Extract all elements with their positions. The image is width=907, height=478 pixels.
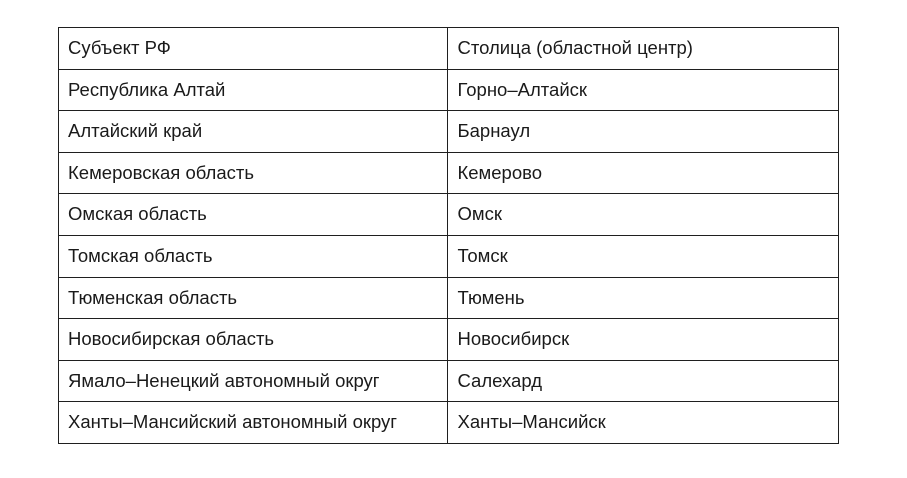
subject-cell: Алтайский край — [59, 111, 448, 153]
table-row — [59, 360, 839, 402]
capital-cell: Салехард — [448, 360, 839, 402]
capital-cell: Омск — [448, 194, 839, 236]
subject-cell: Тюменская область — [59, 277, 448, 319]
subject-cell: Ямало–Ненецкий автономный округ — [59, 360, 448, 402]
capital-cell: Томск — [448, 235, 839, 277]
subject-cell: Республика Алтай — [59, 69, 448, 111]
subject-cell: Омская область — [59, 194, 448, 236]
subject-cell: Кемеровская область — [59, 152, 448, 194]
table-row — [59, 319, 839, 361]
header-subject: Субъект РФ — [59, 28, 448, 70]
capital-cell: Кемерово — [448, 152, 839, 194]
capital-cell: Тюмень — [448, 277, 839, 319]
table-row — [59, 277, 839, 319]
capital-cell: Ханты–Мансийск — [448, 402, 839, 444]
table-row — [59, 235, 839, 277]
subject-cell: Новосибирская область — [59, 319, 448, 361]
table-row — [59, 194, 839, 236]
capital-cell: Новосибирск — [448, 319, 839, 361]
table-row — [59, 152, 839, 194]
table-header-row — [59, 28, 839, 70]
header-capital: Столица (областной центр) — [448, 28, 839, 70]
capital-cell: Барнаул — [448, 111, 839, 153]
table-row — [59, 111, 839, 153]
table-row — [59, 402, 839, 444]
subject-cell: Томская область — [59, 235, 448, 277]
regions-table — [58, 27, 839, 444]
table-row — [59, 69, 839, 111]
subject-cell: Ханты–Мансийский автономный округ — [59, 402, 448, 444]
capital-cell: Горно–Алтайск — [448, 69, 839, 111]
